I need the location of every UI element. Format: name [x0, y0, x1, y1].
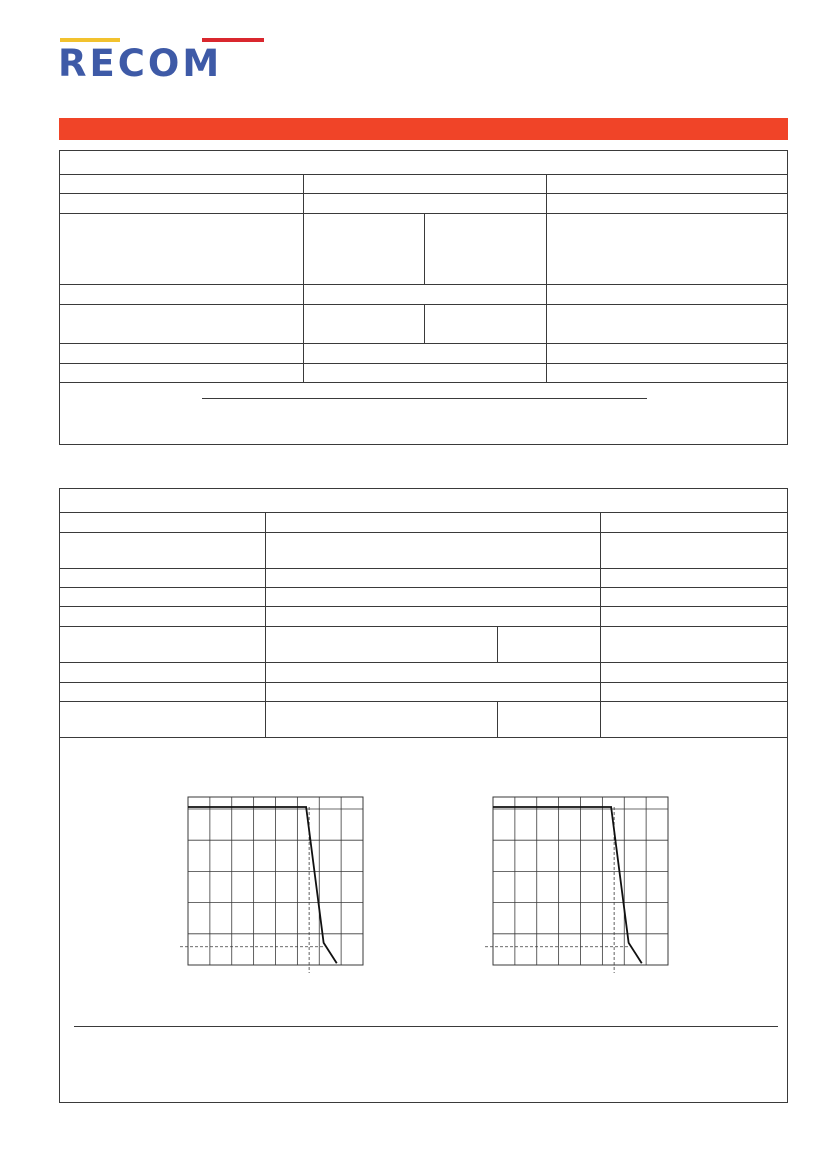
table1-column-rule — [546, 174, 547, 382]
table2-row-rule — [60, 568, 787, 569]
derating-graph-left — [180, 795, 370, 975]
table1-subcolumn-rule — [424, 213, 425, 284]
table2-subcolumn-rule — [497, 626, 498, 662]
table2-row-rule — [60, 737, 787, 738]
table2-row-rule — [60, 606, 787, 607]
table2-row-rule — [60, 532, 787, 533]
table1-row-rule — [60, 284, 787, 285]
table1-row-rule — [60, 382, 787, 383]
table2-row-rule — [60, 662, 787, 663]
derating-curve — [493, 807, 642, 963]
specification-table-1 — [59, 150, 788, 445]
table2-column-rule — [265, 512, 266, 737]
table1-row-rule — [60, 363, 787, 364]
table1-row-rule — [60, 343, 787, 344]
table1-column-rule — [303, 174, 304, 382]
logo-wordmark: RECOM — [58, 42, 223, 85]
section-banner — [59, 118, 788, 140]
table1-subcolumn-rule — [424, 304, 425, 343]
table2-row-rule — [60, 587, 787, 588]
table2-note-underline — [74, 1026, 778, 1027]
derating-curve — [188, 807, 337, 963]
table2-row-rule — [60, 626, 787, 627]
table2-row-rule — [60, 682, 787, 683]
table2-subcolumn-rule — [497, 701, 498, 737]
table2-column-rule — [600, 512, 601, 737]
table1-row-rule — [60, 193, 787, 194]
table1-header-rule — [60, 174, 787, 175]
derating-graph-right — [485, 795, 675, 975]
table2-header-rule — [60, 512, 787, 513]
specification-table-2 — [59, 488, 788, 1103]
table2-row-rule — [60, 701, 787, 702]
recom-logo — [58, 38, 268, 84]
table1-note-underline — [202, 398, 647, 399]
